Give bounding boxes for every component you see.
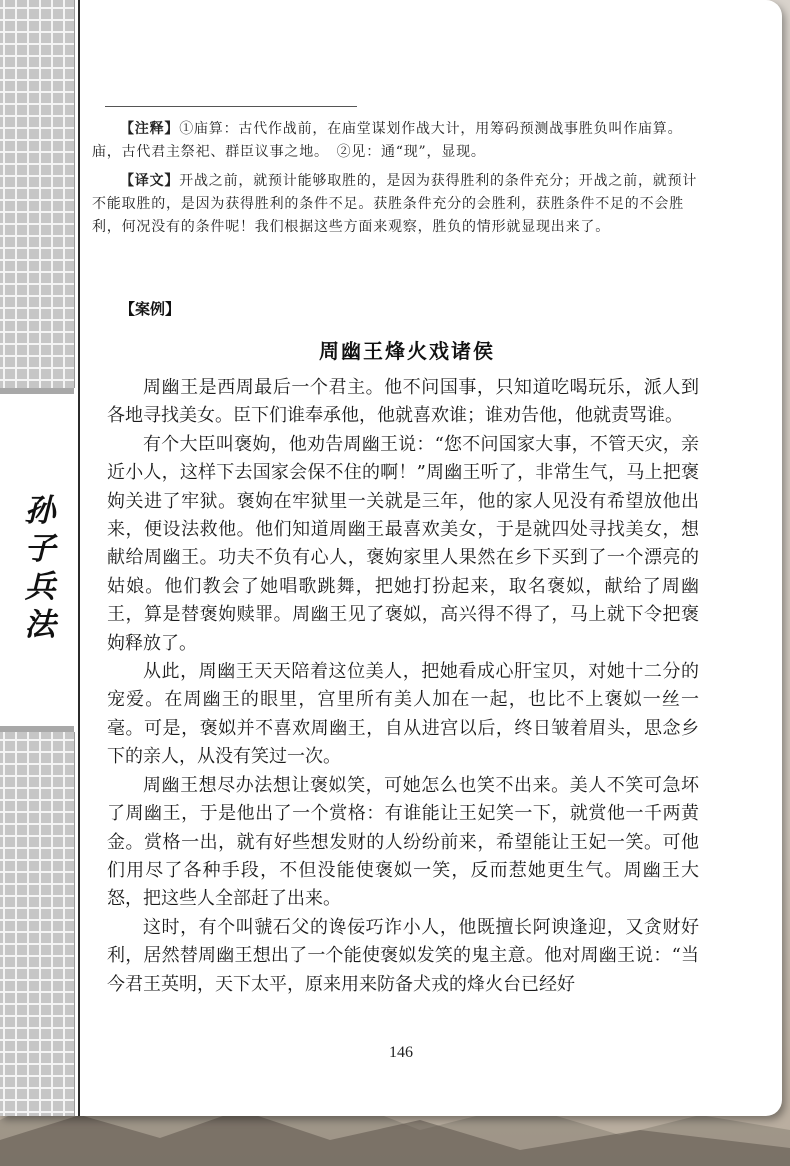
story-paragraph: 有个大臣叫褒姁，他劝告周幽王说：“您不问国家大事，不管天灾，亲近小人，这样下去国家会保不住的啊！”周幽王听了，非常生气，马上把褒姁关进了牢狱。褒姁在牢狱里一关就是三年，他的家人见没有希望放他出来，便设法救他。他们知道周幽王最喜欢美女，于是就四处寻找美女，想献给周幽王。功夫不负有心人，褒姁家里人果然在乡下买到了一个漂亮的姑娘。他们教会了她唱歌跳舞，把她打扮起来，取名褒姒，献给了周幽王，算是替褒姁赎罪。周幽王见了褒姒，高兴得不得了，马上就下令把褒姁释放了。 [107, 433, 699, 654]
translation-paragraph [92, 170, 710, 239]
book-title-char: 子 [24, 531, 56, 567]
annotation-paragraph [92, 118, 710, 164]
story-title: 周幽王烽火戏诸侯 [319, 339, 495, 363]
story-body [107, 374, 699, 999]
decorative-border [0, 0, 80, 1116]
story-paragraph: 这时，有个叫虢石父的谗佞巧诈小人，他既擅长阿谀逢迎，又贪财好利，居然替周幽王想出了一个能使褒姒发笑的鬼主意。他对周幽王说：“当今君王英明，天下太平，原来用来防备犬戎的烽火台已经好 [107, 916, 699, 995]
story-paragraph: 从此，周幽王天天陪着这位美人，把她看成心肝宝贝，对她十二分的宠爱。在周幽王的眼里，宫里所有美人加在一起，也比不上褒姒一丝一毫。可是，褒姒并不喜欢周幽王，自从进宫以后，终日皱着眉头，思念乡下的亲人，从没有笑过一次。 [107, 661, 699, 768]
page-number: 146 [389, 1044, 413, 1061]
case-label: 【案例】 [120, 300, 181, 318]
fret-pattern-top [0, 0, 75, 388]
book-title-char: 兵 [24, 569, 56, 605]
notes-section [92, 118, 710, 245]
story-paragraph: 周幽王想尽办法想让褒姒笑，可她怎么也笑不出来。美人不笑可急坏了周幽王，于是他出了一个赏格：有谁能让王妃笑一下，就赏他一千两黄金。赏格一出，就有好些想发财的人纷纷前来，希望能让王妃一笑。可他们用尽了各种手段，不但没能使褒姒一笑，反而惹她更生气。周幽王大怒，把这些人全部赶了出来。 [107, 774, 699, 910]
fret-pattern-bottom [0, 732, 75, 1116]
border-band [0, 388, 74, 394]
book-title-char: 孙 [24, 493, 56, 529]
footnote-divider [105, 106, 357, 107]
translation-label: 【译文】 [120, 173, 180, 189]
story-paragraph: 周幽王是西周最后一个君主。他不问国事，只知道吃喝玩乐，派人到各地寻找美女。臣下们谁奉承他，他就喜欢谁；谁劝告他，他就责骂谁。 [107, 377, 699, 427]
book-title-char: 法 [24, 607, 56, 643]
annotation-label: 【注释】 [120, 121, 180, 137]
annotation-text: ①庙算：古代作战前，在庙堂谋划作战大计，用筹码预测战事胜负叫作庙算。庙，古代君主祭祀、群臣议事之地。 ②见：通“现”，显现。 [92, 121, 683, 160]
translation-text: 开战之前，就预计能够取胜的，是因为获得胜利的条件充分；开战之前，就预计不能取胜的，是因为获得胜利的条件不足。获胜条件充分的会胜利，获胜条件不足的不会胜利，何况没有的条件呢！我们根据这些方面来观察，胜负的情形就显现出来了。 [92, 173, 698, 235]
book-title-vertical [18, 492, 62, 644]
